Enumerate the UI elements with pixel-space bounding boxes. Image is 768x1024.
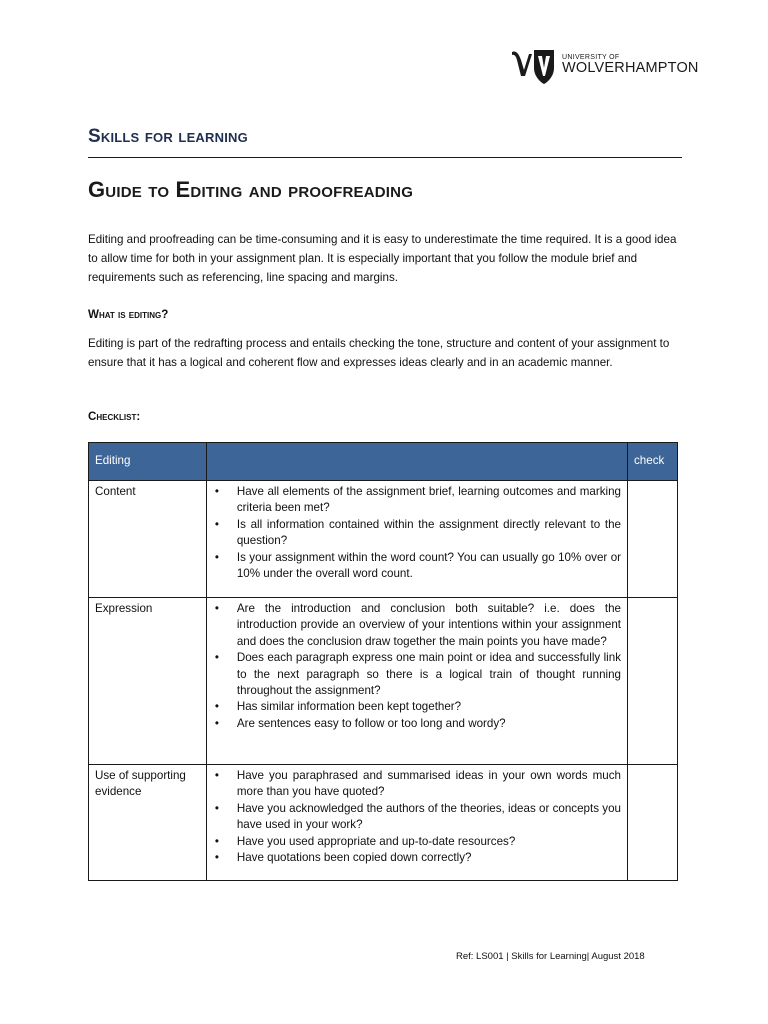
- logo-wolverhampton: WOLVERHAMPTON: [562, 60, 699, 76]
- header-blank: [206, 443, 627, 481]
- row-area-label: Content: [89, 481, 207, 598]
- row-items: [206, 598, 627, 765]
- header-divider: [88, 157, 682, 158]
- intro-paragraph: Editing and proofreading can be time-consuming and it is easy to underestimate the time required. It is a good idea to allow time for both in your assignment plan. It is especially important that you follow the module brief and requirements such as referencing, line spacing and margins.: [88, 233, 677, 284]
- list-item: • Is your assignment within the word count? You can usually go 10% over or 10% under the overall word count.: [213, 550, 621, 583]
- check-cell[interactable]: [628, 481, 678, 598]
- list-item: • Have you used appropriate and up-to-date resources?: [213, 834, 621, 850]
- row-area-label: Expression: [89, 598, 207, 765]
- header-check: check: [628, 443, 678, 481]
- list-item: • Has similar information been kept together?: [213, 699, 621, 715]
- row-items: [206, 481, 627, 598]
- table-row: [89, 481, 678, 598]
- list-item: • Is all information contained within the assignment directly relevant to the question?: [213, 517, 621, 550]
- list-item: • Have you acknowledged the authors of the theories, ideas or concepts you have used in your work?: [213, 801, 621, 834]
- editing-definition-paragraph: Editing is part of the redrafting process and entails checking the tone, structure and content of your assignment to ensure that it has a logical and coherent flow and expresses ideas clearly and in an academic manner.: [88, 337, 670, 369]
- row-items: [206, 765, 627, 881]
- list-item: • Have quotations been copied down correctly?: [213, 850, 621, 866]
- table-row: [89, 765, 678, 881]
- list-item: • Have all elements of the assignment brief, learning outcomes and marking criteria been met?: [213, 484, 621, 517]
- list-item: • Have you paraphrased and summarised ideas in your own words much more than you have quoted?: [213, 768, 621, 801]
- checklist-heading: Checklist:: [88, 410, 141, 423]
- header-editing: Editing: [89, 443, 207, 481]
- wolverhampton-crest-icon: [510, 46, 558, 86]
- row-area-label: Use of supporting evidence: [89, 765, 207, 881]
- list-item: • Does each paragraph express one main point or idea and successfully link to the next paragraph so there is a logical train of thought running throughout the assignment?: [213, 650, 621, 699]
- check-cell[interactable]: [628, 765, 678, 881]
- list-item: • Are the introduction and conclusion both suitable? i.e. does the introduction provide an overview of your intentions within your assignment and does the conclusion draw together the main points you have made?: [213, 601, 621, 650]
- list-item: • Are sentences easy to follow or too long and wordy?: [213, 716, 621, 732]
- editing-checklist-table: [88, 442, 678, 881]
- table-header-row: [89, 443, 678, 481]
- university-logo: [510, 46, 699, 86]
- check-cell[interactable]: [628, 598, 678, 765]
- logo-university-of: UNIVERSITY OF: [562, 54, 620, 61]
- table-row: [89, 598, 678, 765]
- what-is-editing-heading: What is editing?: [88, 308, 169, 321]
- page-title: Guide to Editing and proofreading: [88, 177, 414, 202]
- page-footer: Ref: LS001 | Skills for Learning| August 2018: [456, 951, 645, 962]
- section-label: Skills for learning: [88, 126, 248, 147]
